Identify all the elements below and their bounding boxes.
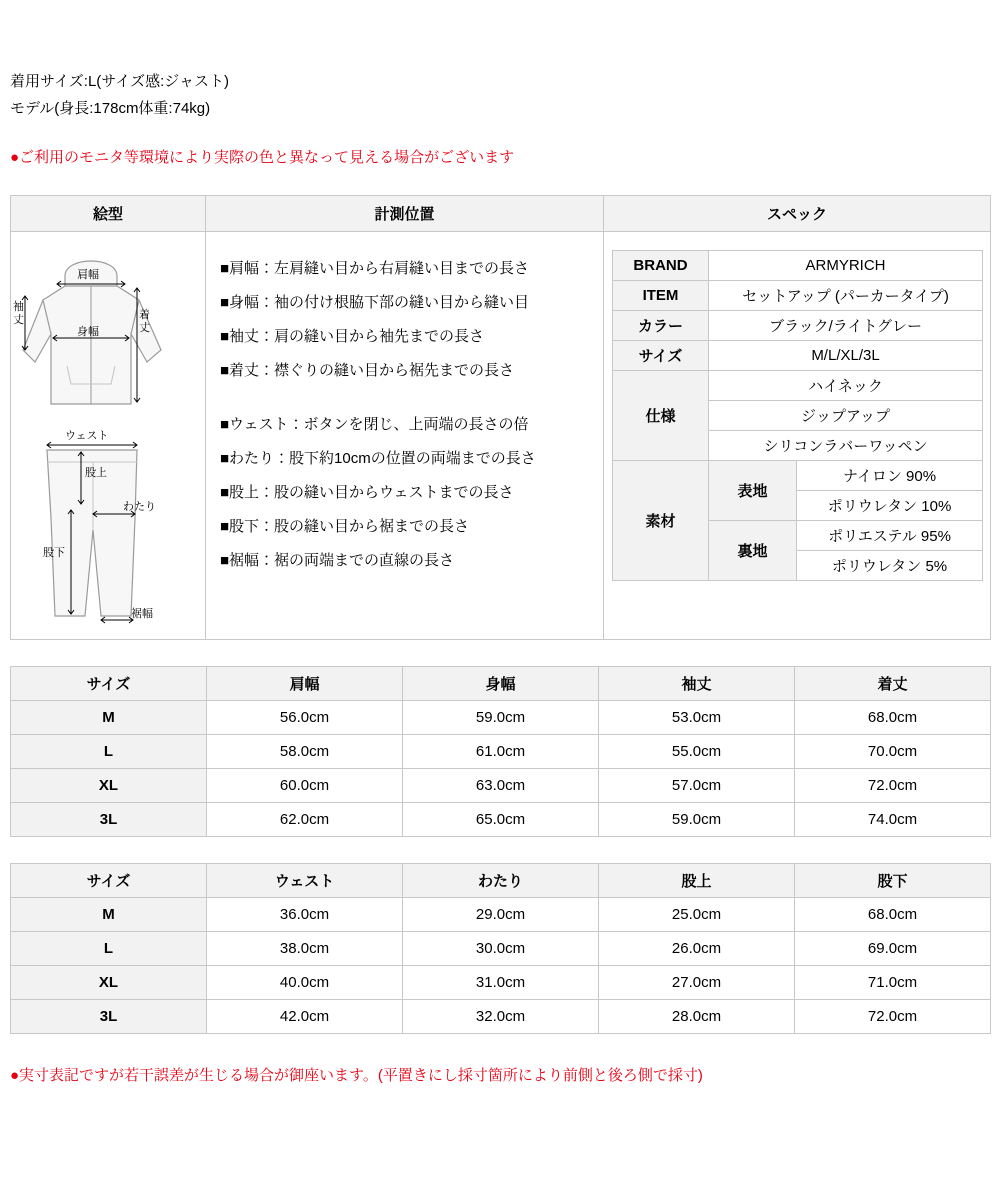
spec-row-feature-1 xyxy=(613,371,983,401)
size-table-top-header: サイズ xyxy=(11,667,207,701)
spec-label-material-lining: 裏地 xyxy=(709,521,797,581)
size-table-bottom-header-row xyxy=(11,864,991,898)
spec-value-material-outer: ポリウレタン 10% xyxy=(797,491,983,521)
spec-value-feature: ハイネック xyxy=(709,371,983,401)
size-cell: 31.0cm xyxy=(403,966,599,1000)
figure-label-watari: わたり xyxy=(123,501,156,513)
size-cell: 28.0cm xyxy=(599,1000,795,1034)
spec-label-size: サイズ xyxy=(613,341,709,371)
size-cell: 70.0cm xyxy=(795,735,991,769)
model-spec-note: モデル(身長:178cm体重:74kg) xyxy=(10,100,211,117)
table-row xyxy=(11,966,991,1000)
notes-spacer xyxy=(10,122,990,144)
size-cell: 26.0cm xyxy=(599,932,795,966)
guide-body-row xyxy=(11,232,991,640)
size-table-top-header: 肩幅 xyxy=(207,667,403,701)
measure-list-bottom xyxy=(220,408,603,578)
spec-value-color: ブラック/ライトグレー xyxy=(709,311,983,341)
size-cell: 68.0cm xyxy=(795,898,991,932)
size-table-top xyxy=(10,666,991,837)
size-cell: 62.0cm xyxy=(207,803,403,837)
table-row xyxy=(11,898,991,932)
spec-label-item: ITEM xyxy=(613,281,709,311)
size-cell: 32.0cm xyxy=(403,1000,599,1034)
size-cell: 59.0cm xyxy=(403,701,599,735)
spec-row-item xyxy=(613,281,983,311)
size-cell: M xyxy=(11,898,207,932)
size-cell: 71.0cm xyxy=(795,966,991,1000)
size-cell: 38.0cm xyxy=(207,932,403,966)
size-cell: 68.0cm xyxy=(795,701,991,735)
table-row xyxy=(11,803,991,837)
figure-label-sodetake-2: 丈 xyxy=(13,314,24,326)
size-cell: 56.0cm xyxy=(207,701,403,735)
figure-label-waist: ウェスト xyxy=(65,430,109,442)
size-table-bottom-header: ウェスト xyxy=(207,864,403,898)
size-cell: XL xyxy=(11,769,207,803)
size-cell: 72.0cm xyxy=(795,1000,991,1034)
measure-item: ■ウェスト：ボタンを閉じ、上両端の長さの倍 xyxy=(220,416,529,433)
size-table-top-header-row xyxy=(11,667,991,701)
figure-label-kitake: 着 xyxy=(139,309,150,321)
size-cell: 74.0cm xyxy=(795,803,991,837)
guide-header-spec: スペック xyxy=(604,196,991,232)
size-cell: 29.0cm xyxy=(403,898,599,932)
size-cell: 42.0cm xyxy=(207,1000,403,1034)
size-table-bottom-header: 股下 xyxy=(795,864,991,898)
size-cell: 57.0cm xyxy=(599,769,795,803)
figure-label-matagami: 股上 xyxy=(85,467,107,479)
table-row xyxy=(11,769,991,803)
measure-item: ■股下：股の縫い目から裾までの長さ xyxy=(220,518,470,535)
table-row xyxy=(11,735,991,769)
size-cell: 60.0cm xyxy=(207,769,403,803)
spec-label-feature: 仕様 xyxy=(613,371,709,461)
measure-item: ■身幅：袖の付け根脇下部の縫い目から縫い目 xyxy=(220,294,530,311)
figure-label-susohaba: 裾幅 xyxy=(131,608,153,620)
figure-label-katahaba: 肩幅 xyxy=(77,269,99,281)
measure-cell xyxy=(206,232,604,640)
size-cell: 3L xyxy=(11,1000,207,1034)
spec-label-material: 素材 xyxy=(613,461,709,581)
figure-cell xyxy=(11,232,206,640)
spec-row-color xyxy=(613,311,983,341)
measure-item: ■股上：股の縫い目からウェストまでの長さ xyxy=(220,484,514,501)
spec-value-material-outer: ナイロン 90% xyxy=(797,461,983,491)
size-cell: 55.0cm xyxy=(599,735,795,769)
size-table-top-header: 着丈 xyxy=(795,667,991,701)
measure-item: ■着丈：襟ぐりの縫い目から裾先までの長さ xyxy=(220,362,515,379)
size-cell: 65.0cm xyxy=(403,803,599,837)
guide-header-figure: 絵型 xyxy=(11,196,206,232)
size-cell: 36.0cm xyxy=(207,898,403,932)
model-notes xyxy=(10,0,990,171)
figure-label-matashita: 股下 xyxy=(43,547,65,559)
size-table-bottom-header: わたり xyxy=(403,864,599,898)
size-table-bottom-header: サイズ xyxy=(11,864,207,898)
size-table-bottom-header: 股上 xyxy=(599,864,795,898)
spec-row-brand xyxy=(613,251,983,281)
size-cell: L xyxy=(11,735,207,769)
table-row xyxy=(11,1000,991,1034)
size-cell: 61.0cm xyxy=(403,735,599,769)
spec-value-size: M/L/XL/3L xyxy=(709,341,983,371)
measure-item: ■肩幅：左肩縫い目から右肩縫い目までの長さ xyxy=(220,260,530,277)
spec-label-material-outer: 表地 xyxy=(709,461,797,521)
spec-row-material-outer-1 xyxy=(613,461,983,491)
size-cell: 53.0cm xyxy=(599,701,795,735)
measure-item: ■裾幅：裾の両端までの直線の長さ xyxy=(220,552,455,569)
size-cell: 58.0cm xyxy=(207,735,403,769)
garment-figures xyxy=(13,238,203,633)
size-cell: 27.0cm xyxy=(599,966,795,1000)
spec-row-size xyxy=(613,341,983,371)
table-row xyxy=(11,932,991,966)
spec-value-item: セットアップ (パーカータイプ) xyxy=(709,281,983,311)
size-cell: 30.0cm xyxy=(403,932,599,966)
table-row xyxy=(11,701,991,735)
measure-item: ■わたり：股下約10cmの位置の両端までの長さ xyxy=(220,450,536,467)
figure-label-mihaba: 身幅 xyxy=(77,326,99,338)
spec-value-feature: ジップアップ xyxy=(709,401,983,431)
size-cell: 3L xyxy=(11,803,207,837)
guide-header-measure: 計測位置 xyxy=(206,196,604,232)
size-cell: 40.0cm xyxy=(207,966,403,1000)
spec-value-material-lining: ポリウレタン 5% xyxy=(797,551,983,581)
spec-value-feature: シリコンラバーワッペン xyxy=(709,431,983,461)
size-cell: 69.0cm xyxy=(795,932,991,966)
size-cell: 25.0cm xyxy=(599,898,795,932)
size-cell: M xyxy=(11,701,207,735)
size-table-top-header: 身幅 xyxy=(403,667,599,701)
size-cell: XL xyxy=(11,966,207,1000)
hoodie-and-pants-diagram xyxy=(13,238,203,633)
guide-table xyxy=(10,195,991,640)
size-cell: 63.0cm xyxy=(403,769,599,803)
spec-label-brand: BRAND xyxy=(613,251,709,281)
spec-label-color: カラー xyxy=(613,311,709,341)
measurement-disclaimer: ●実寸表記ですが若干誤差が生じる場合が御座います。(平置きにし採寸箇所により前側と後ろ側で採寸) xyxy=(10,1067,703,1084)
size-table-bottom xyxy=(10,863,991,1034)
figure-label-kitake-2: 丈 xyxy=(139,322,150,334)
spec-table xyxy=(612,250,983,581)
monitor-color-note: ●ご利用のモニタ等環境により実際の色と異なって見える場合がございます xyxy=(10,149,515,166)
spec-cell xyxy=(604,232,991,640)
figure-label-sodetake: 袖 xyxy=(13,301,24,313)
measure-list-top xyxy=(220,252,603,388)
spec-value-material-lining: ポリエステル 95% xyxy=(797,521,983,551)
guide-header-row xyxy=(11,196,991,232)
size-cell: L xyxy=(11,932,207,966)
measure-list-spacer xyxy=(220,388,603,408)
worn-size-note: 着用サイズ:L(サイズ感:ジャスト) xyxy=(10,73,229,90)
size-table-top-header: 袖丈 xyxy=(599,667,795,701)
measure-item: ■袖丈：肩の縫い目から袖先までの長さ xyxy=(220,328,485,345)
size-cell: 72.0cm xyxy=(795,769,991,803)
spec-value-brand: ARMYRICH xyxy=(709,251,983,281)
size-cell: 59.0cm xyxy=(599,803,795,837)
